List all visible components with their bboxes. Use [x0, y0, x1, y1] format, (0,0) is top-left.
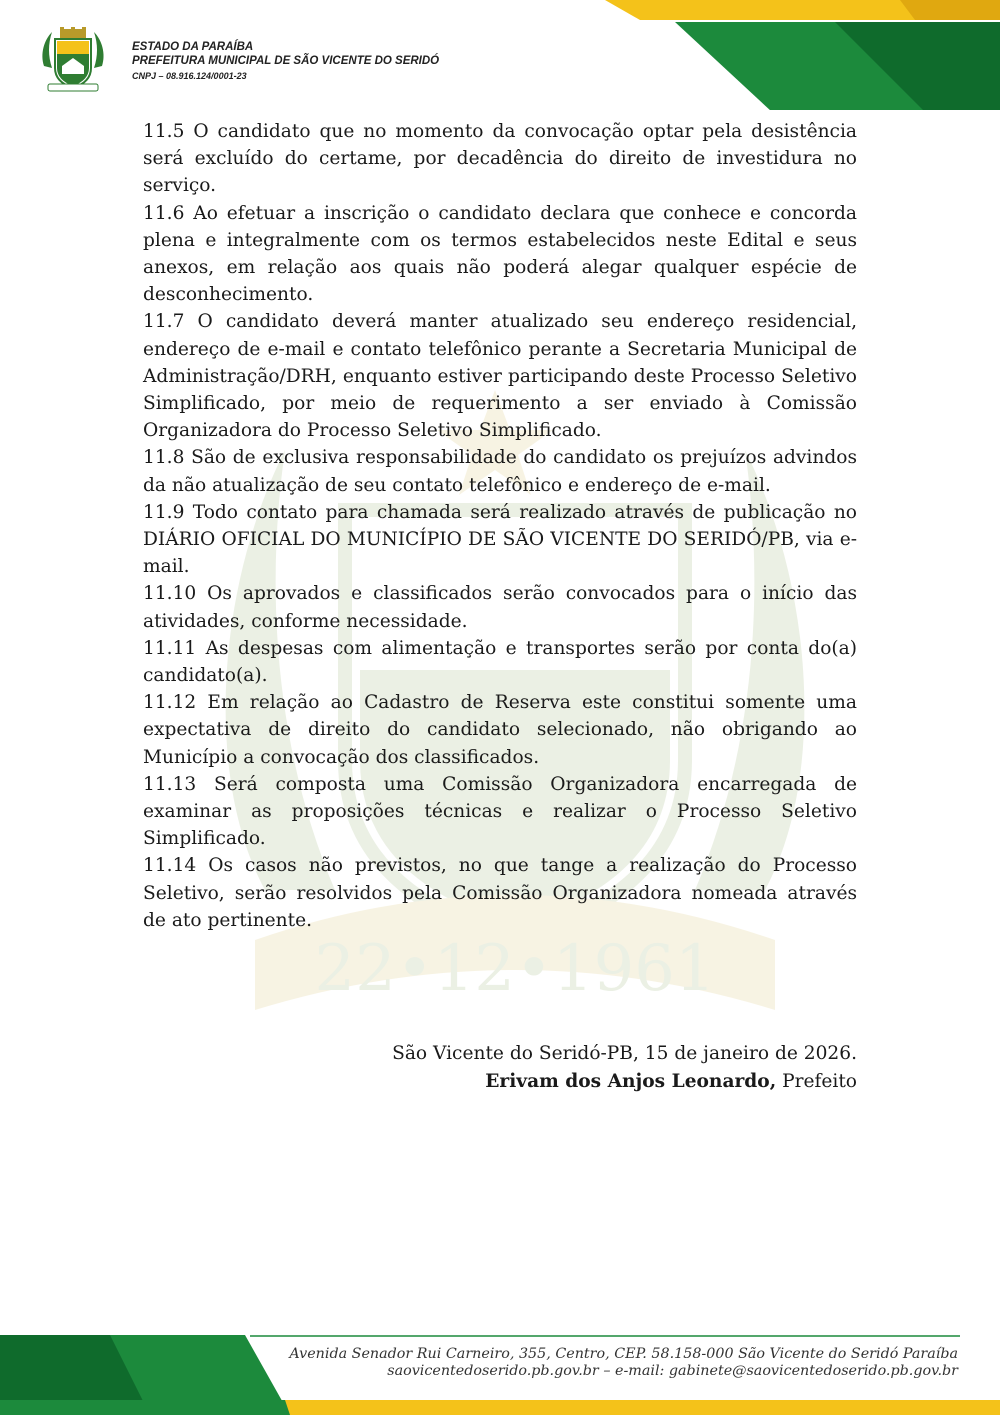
- clause-11-5: 11.5 O candidato que no momento da convocação optar pela desistência será excluído do certame, por decadência do direito de investidura no serviço.: [143, 121, 857, 197]
- clause-11-9: 11.9 Todo contato para chamada será realizado através de publicação no DIÁRIO OFICIAL DO MUNICÍPIO DE SÃO VICENTE DO SERIDÓ/PB, via e-mail.: [143, 501, 857, 578]
- clause-11-13: 11.13 Será composta uma Comissão Organizadora encarregada de examinar as proposições técnicas e realizar o Processo Seletivo Simplificado.: [143, 773, 857, 850]
- clause-11-11: 11.11 As despesas com alimentação e transportes serão por conta do(a) candidato(a).: [143, 637, 857, 687]
- signer-role: Prefeito: [782, 1071, 857, 1092]
- coat-of-arms-icon: [38, 26, 108, 96]
- watermark-date: 22•12•1961: [314, 932, 716, 1006]
- clause-11-7: 11.7 O candidato deverá manter atualizado seu endereço residencial, endereço de e-mail e contato telefônico perante a Secretaria Municipal de Administração/DRH, enquanto estiver participando deste Processo Seletivo Simplificado, por meio de requerimento a ser enviado à Comissão Organizadora do Processo Seletivo Simplificado.: [143, 311, 857, 442]
- footer-address: Avenida Senador Rui Carneiro, 355, Centro, CEP. 58.158-000 São Vicente do Seridó Paraíba: [289, 1346, 958, 1362]
- clause-11-14: 11.14 Os casos não previstos, no que tange a realização do Processo Seletivo, serão resolvidos pela Comissão Organizadora nomeada através de ato pertinente.: [143, 855, 857, 931]
- clause-11-6: 11.6 Ao efetuar a inscrição o candidato declara que conhece e concorda plena e integralmente com os termos estabelecidos neste Edital e seus anexos, em relação aos quais não poderá alegar qualquer espécie de desconhecimento.: [143, 202, 857, 306]
- clause-11-8: 11.8 São de exclusiva responsabilidade do candidato os prejuízos advindos da não atualização de seu contato telefônico e endereço de e-mail.: [143, 447, 857, 496]
- header-cnpj: CNPJ – 08.916.124/0001-23: [132, 71, 247, 81]
- place-and-date: São Vicente do Seridó-PB, 15 de janeiro de 2026.: [392, 1043, 857, 1064]
- clause-11-10: 11.10 Os aprovados e classificados serão convocados para o início das atividades, conforme necessidade.: [143, 583, 857, 632]
- clause-11-12: 11.12 Em relação ao Cadastro de Reserva este constitui somente uma expectativa de direito do candidato selecionado, não obrigando ao Município a convocação dos classificados.: [143, 692, 857, 768]
- signer-name: Erivam dos Anjos Leonardo,: [485, 1071, 777, 1092]
- footer-website-email: saovicentedoserido.pb.gov.br – e-mail: gabinete@saovicentedoserido.pb.gov.br: [387, 1363, 958, 1379]
- header-state: ESTADO DA PARAÍBA: [132, 41, 254, 53]
- header-prefecture: PREFEITURA MUNICIPAL DE SÃO VICENTE DO SERIDÓ: [132, 55, 440, 67]
- signature-line: [485, 1071, 857, 1092]
- document-body: [143, 118, 857, 934]
